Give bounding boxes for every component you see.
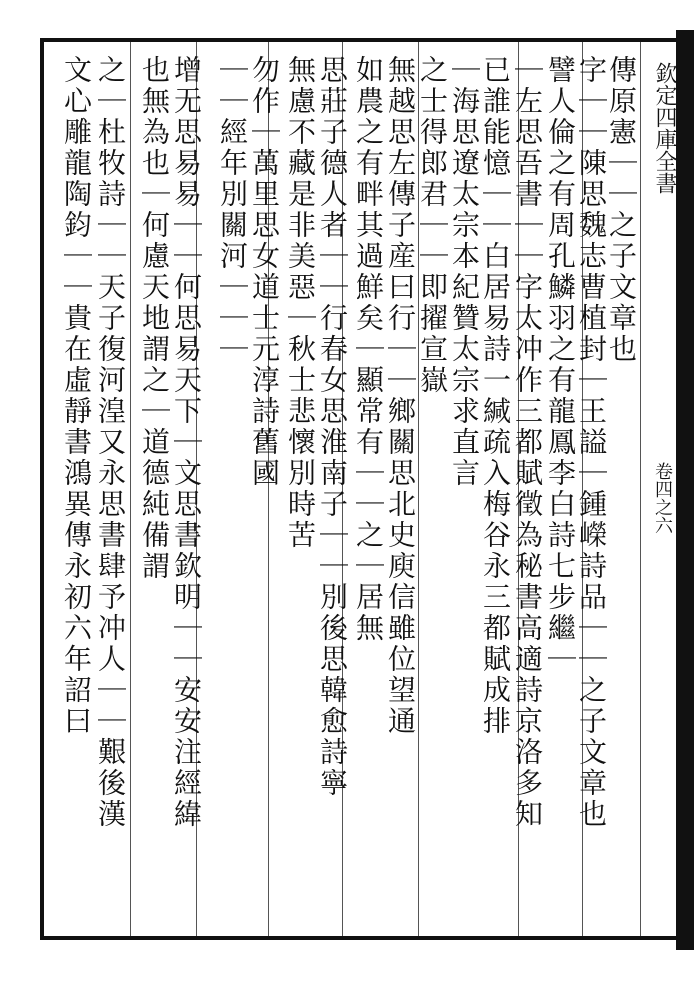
text-column-13: ｜｜經年別關河｜｜｜ [216,55,249,365]
book-title: 欽定四庫全書 [652,62,677,194]
page-border-bottom [40,936,680,940]
text-column-11: 無慮不藏是非美惡｜秋士悲懷別時苦 [284,55,317,551]
text-column-12: 勿作｜萬里思女道士元淳詩舊國 [248,55,281,489]
page-margin-strip [640,42,681,936]
text-column-15: 也無為也｜何慮天地謂之｜道德純備謂 [138,55,171,582]
text-column-7: 之士得郎君｜｜即擢宣嶽 [416,55,449,396]
text-column-6: ｜海思遼太宗本紀贊太宗求直言 [448,55,481,489]
page-border-top [40,38,680,42]
page-border-left [40,38,44,940]
text-column-3: 譬人倫之有周孔鱗羽之有龍鳳李白詩七步繼｜ [544,55,577,675]
text-column-9: 如農之有畔其過鮮矣｜顯常有｜｜之｜居無 [352,55,385,644]
text-column-1: 傳原憲｜｜之子文章也 [605,55,638,365]
column-rule [130,42,131,936]
text-column-10: 思莊子德人者｜｜行春女思淮南子｜｜別後思韓愈詩寧 [316,55,349,799]
text-column-17: 文心雕龍陶鈞｜｜貴在虛靜書鴻異傳永初六年詔曰 [60,55,93,737]
text-column-16: 之｜杜牧詩｜｜天子復河湟又永思書肆予冲人｜｜艱後漢 [94,55,127,830]
volume-label: 卷四之六 [652,462,673,534]
text-column-5: 已誰能憶｜｜白居易詩一緘疏入梅谷永三都賦成排 [479,55,512,737]
text-column-14: 增无思易易｜｜何思易天下｜文思書欽明｜｜安安注經緯 [170,55,203,830]
text-column-8: 無越思左傳子産曰行｜｜鄉關思北史庾信雖位望通 [384,55,417,737]
text-column-2: 字｜｜陳思魏志曹植封｜王謚｜鍾嶸詩品｜｜之子文章也 [575,55,608,830]
text-column-4: ｜左思吾書｜｜字太冲作三都賦徵為秘書高適詩京洛多知 [511,55,544,830]
